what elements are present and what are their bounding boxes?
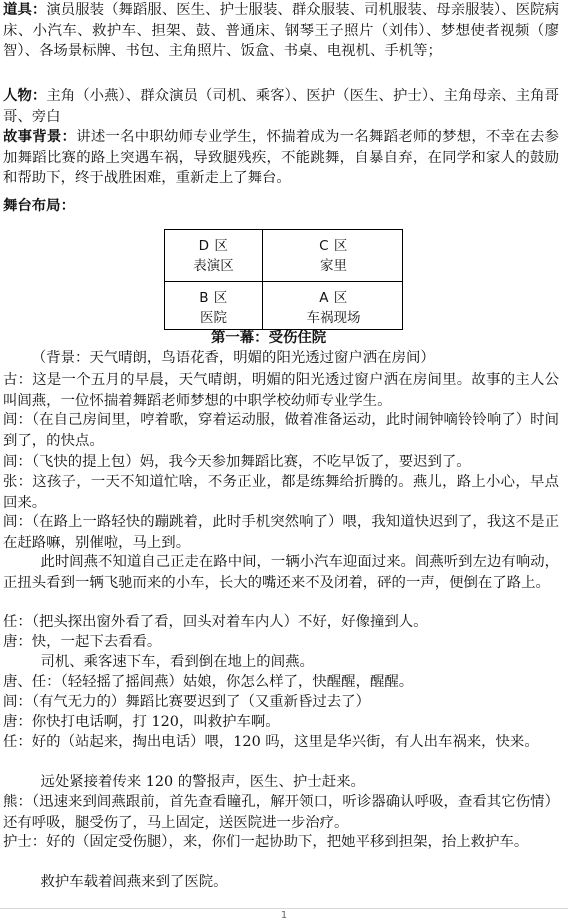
script-line: 护士：好的（固定受伤腿），来，你们一起协助下，把她平移到担架，抬上救护车。 [3,834,529,850]
script-line: 唐、任：（轻轻摇了摇闾燕）姑娘，你怎么样了，快醒醒，醒醒。 [3,674,414,690]
script-line: 此时闾燕不知道自己正走在路中间，一辆小汽车迎面过来。闾燕听到左边有响动，正扭头看到一辆飞驰而来的小车，长大的嘴还来不及闭着，砰的一声，便倒在了路上。 [3,554,559,591]
script-line: 唐：快，一起下去看看。 [3,634,162,650]
page-footer-divider [0,908,568,909]
stage-cell-d-name: 表演区 [193,258,234,274]
stage-cell-c-name: 家里 [320,258,347,274]
script-line: 唐：你快打电话啊，打 120，叫救护车啊。 [3,714,280,730]
script-line: 闾：（有气无力的）舞蹈比赛要迟到了（又重新昏过去了） [3,694,370,710]
script-line: 闾：（在路上一路轻快的蹦跳着，此时手机突然响了）喂，我知道快迟到了，我这不是正在赶路嘛，别催啦，马上到。 [3,514,559,551]
stage-cell-a [263,288,404,328]
script-line: 任：好的（站起来，掏出电话）喂，120 吗，这里是华兴街，有人出车祸来，快来。 [3,734,539,750]
characters-paragraph [3,86,559,127]
script-line: 熊：（迅速来到闾燕跟前，首先查看瞳孔，解开领口，听诊器确认呼吸，查看其它伤情）还有呼吸，腿受伤了，马上固定，送医院进一步治疗。 [3,794,559,831]
stage-layout-table [164,229,403,330]
stage-cell-c-code: C 区 [319,238,348,254]
stage-layout-heading: 舞台布局： [3,198,75,214]
stage-cell-d-code: D 区 [198,238,229,254]
table-divider-horizontal [165,281,402,282]
script-line: 远处紧接着传来 120 的警报声，医生、护士赶来。 [40,774,365,790]
script-line: 闾：（飞快的提上包）妈，我今天参加舞蹈比赛，不吃早饭了，要迟到了。 [3,454,471,470]
characters-text: 主角（小燕）、群众演员（司机、乘客）、医护（医生、护士）、主角母亲、主角哥哥、旁白 [3,88,559,125]
act-title: 第一幕：受伤住院 [211,330,327,346]
script-line: 古：这是一个五月的早晨，天气晴朗，明媚的阳光透过窗户洒在房间里。故事的主人公叫闾燕，一位怀揣着舞蹈老师梦想的中职学校幼师专业学生。 [3,372,559,409]
stage-cell-d [165,236,262,276]
stage-cell-a-code: A 区 [319,290,348,306]
characters-label: 人物： [3,88,47,104]
stage-cell-b [165,288,262,328]
background-label: 故事背景： [3,129,77,145]
props-text: 演员服装（舞蹈服、医生、护士服装、群众服装、司机服装、母亲服装）、医院病床、小汽车、救护车、担架、鼓、普通床、钢琴王子照片（刘伟）、梦想使者视频（廖智）、各场景标牌、书包、主角照片、饭盒、书桌、电视机、手机等； [3,2,559,59]
script-line: 闾：（在自己房间里，哼着歌，穿着运动服，做着准备运动，此时闹钟嘀铃铃响了）时间到了，的快点。 [3,412,559,449]
script-line: 任：（把头探出窗外看了看，回头对着车内人）不好，好像撞到人。 [3,614,428,630]
background-paragraph [3,127,559,189]
script-line: （背景：天气晴朗，鸟语花香，明媚的阳光透过窗户洒在房间） [31,350,435,366]
script-line: 救护车载着闾燕来到了医院。 [40,874,228,890]
props-paragraph [3,0,559,62]
stage-cell-b-code: B 区 [199,290,228,306]
stage-cell-c [263,236,404,276]
script-line: 张：这孩子，一天不知道忙啥，不务正业，都是练舞给折腾的。燕儿，路上小心，早点回来。 [3,474,559,511]
background-text: 讲述一名中职幼师专业学生，怀揣着成为一名舞蹈老师的梦想，不幸在去参加舞蹈比赛的路上突遇车祸，导致腿残疾，不能跳舞，自暴自弃，在同学和家人的鼓励和帮助下，终于战胜困难，重新走上了舞台。 [3,129,559,186]
script-line: 司机、乘客速下车，看到倒在地上的闾燕。 [40,654,314,670]
props-label: 道具： [3,2,47,18]
stage-cell-a-name: 车祸现场 [306,310,361,326]
page-number: 1 [280,910,288,921]
stage-cell-b-name: 医院 [200,310,227,326]
